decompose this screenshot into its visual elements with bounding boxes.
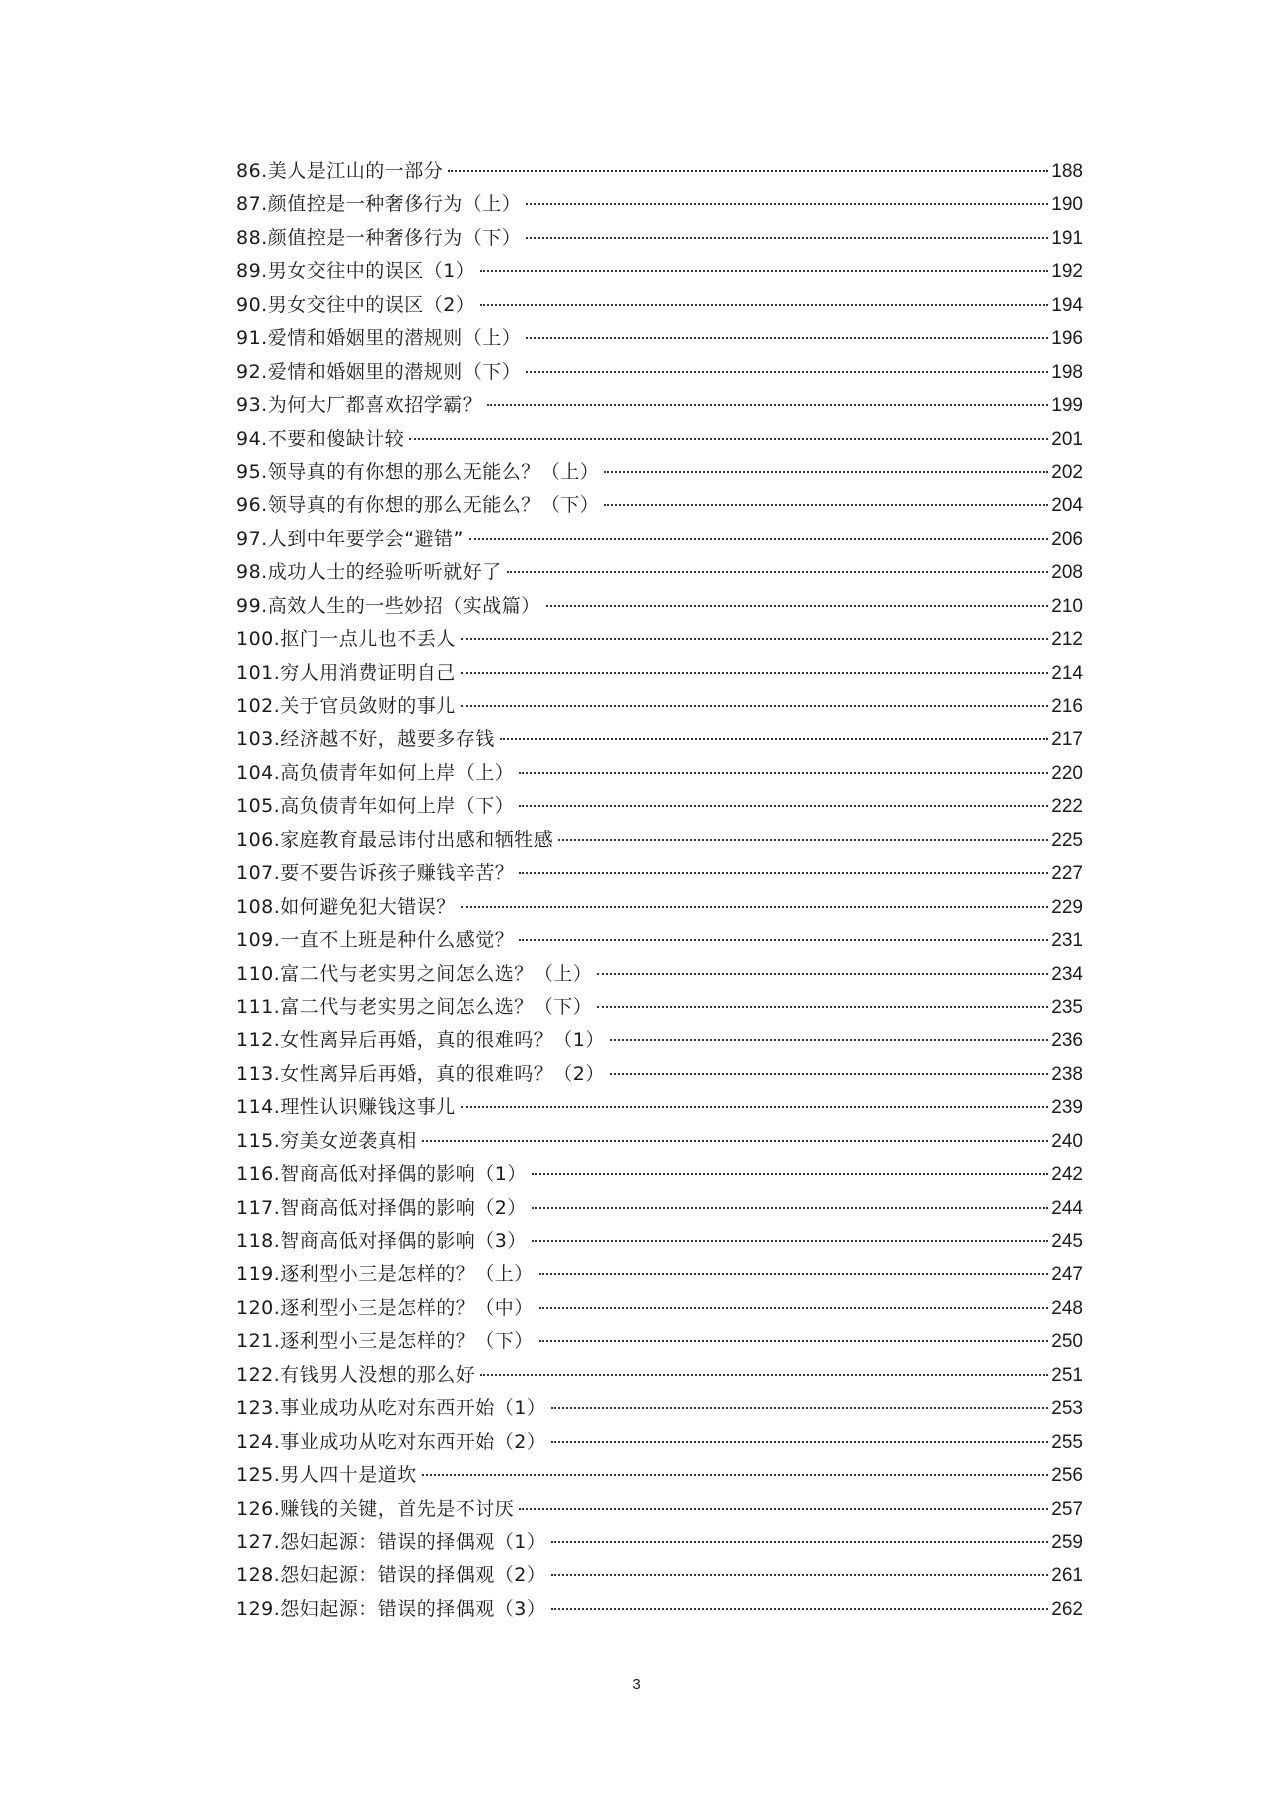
dot-leader (532, 1207, 1048, 1209)
toc-entry[interactable] (236, 389, 1083, 422)
dot-leader (532, 1240, 1048, 1242)
toc-entry[interactable] (236, 155, 1083, 188)
toc-entry-page-number: 198 (1051, 361, 1083, 383)
toc-entry-title: 96.领导真的有你想的那么无能么？（下） (236, 494, 600, 517)
toc-entry-page-number: 201 (1051, 428, 1083, 450)
dot-leader (519, 872, 1048, 874)
toc-entry-title: 113.女性离异后再婚，真的很难吗？（2） (236, 1062, 605, 1085)
toc-entry-title: 125.男人四十是道坎 (236, 1464, 417, 1487)
toc-entry-page-number: 202 (1051, 461, 1083, 483)
toc-entry[interactable] (236, 690, 1083, 723)
toc-entry-page-number: 255 (1051, 1431, 1083, 1453)
dot-leader (461, 1106, 1048, 1108)
toc-entry-page-number: 234 (1051, 963, 1083, 985)
toc-entry[interactable] (236, 790, 1083, 823)
toc-entry-title: 114.理性认识赚钱这事儿 (236, 1096, 456, 1119)
dot-leader (480, 270, 1048, 272)
toc-entry-page-number: 259 (1051, 1531, 1083, 1553)
dot-leader (597, 1006, 1048, 1008)
toc-entry[interactable] (236, 1392, 1083, 1425)
toc-entry[interactable] (236, 1593, 1083, 1626)
toc-entry-title: 122.有钱男人没想的那么好 (236, 1363, 476, 1386)
dot-leader (551, 1541, 1048, 1543)
toc-entry[interactable] (236, 356, 1083, 389)
dot-leader (539, 1340, 1048, 1342)
toc-entry[interactable] (236, 1158, 1083, 1191)
toc-entry-title: 91.爱情和婚姻里的潜规则（上） (236, 327, 522, 350)
table-of-contents (236, 155, 1083, 1626)
toc-entry-title: 129.怨妇起源：错误的择偶观（3） (236, 1597, 547, 1620)
toc-entry-page-number: 216 (1051, 696, 1083, 717)
toc-entry[interactable] (236, 188, 1083, 221)
toc-entry[interactable] (236, 1559, 1083, 1592)
toc-entry-title: 115.穷美女逆袭真相 (236, 1129, 417, 1152)
toc-entry-page-number: 208 (1051, 562, 1083, 584)
toc-entry[interactable] (236, 489, 1083, 522)
dot-leader (461, 638, 1048, 640)
toc-entry-title: 86.美人是江山的一部分 (236, 160, 444, 182)
toc-entry-page-number: 248 (1051, 1297, 1083, 1319)
toc-entry-page-number: 199 (1051, 395, 1083, 417)
toc-entry-page-number: 212 (1051, 629, 1083, 651)
toc-entry[interactable] (236, 824, 1083, 857)
toc-entry-page-number: 191 (1051, 227, 1083, 249)
dot-leader (507, 571, 1049, 573)
toc-entry-title: 108.如何避免犯大错误？ (236, 895, 456, 918)
toc-entry-title: 124.事业成功从吃对东西开始（2） (236, 1430, 547, 1453)
dot-leader (519, 805, 1048, 807)
toc-entry-title: 118.智商高低对择偶的影响（3） (236, 1230, 527, 1252)
toc-entry-page-number: 206 (1051, 528, 1083, 550)
dot-leader (539, 1273, 1048, 1275)
toc-entry[interactable] (236, 255, 1083, 288)
toc-entry-page-number: 222 (1051, 796, 1083, 818)
toc-entry-title: 94.不要和傻缺计较 (236, 427, 405, 450)
toc-entry[interactable] (236, 657, 1083, 690)
dot-leader (461, 705, 1048, 707)
toc-entry[interactable] (236, 1325, 1083, 1358)
dot-leader (487, 404, 1048, 406)
toc-entry-title: 111.富二代与老实男之间怎么选？（下） (236, 995, 593, 1018)
toc-entry[interactable] (236, 1225, 1083, 1258)
dot-leader (551, 1574, 1048, 1576)
dot-leader (551, 1407, 1048, 1409)
dot-leader (409, 438, 1048, 440)
toc-entry-page-number: 227 (1051, 863, 1083, 885)
toc-entry-title: 110.富二代与老实男之间怎么选？（上） (236, 962, 593, 985)
dot-leader (469, 538, 1048, 540)
toc-entry[interactable] (236, 757, 1083, 790)
dot-leader (519, 1508, 1048, 1510)
toc-entry[interactable] (236, 1058, 1083, 1091)
toc-entry-title: 89.男女交往中的误区（1） (236, 260, 476, 283)
toc-entry[interactable] (236, 723, 1083, 756)
toc-entry-title: 103.经济越不好，越要多存钱 (236, 728, 495, 751)
toc-entry-page-number: 225 (1051, 829, 1083, 851)
toc-entry[interactable] (236, 958, 1083, 991)
dot-leader (526, 371, 1048, 373)
toc-entry[interactable] (236, 556, 1083, 589)
dot-leader (448, 170, 1048, 172)
toc-entry[interactable] (236, 924, 1083, 957)
toc-entry-title: 104.高负债青年如何上岸（上） (236, 761, 515, 784)
toc-entry-title: 100.抠门一点儿也不丢人 (236, 628, 456, 651)
toc-entry[interactable] (236, 623, 1083, 656)
toc-entry-title: 99.高效人生的一些妙招（实战篇） (236, 594, 541, 617)
toc-entry-page-number: 250 (1051, 1331, 1083, 1353)
toc-entry-page-number: 235 (1051, 996, 1083, 1018)
dot-leader (604, 471, 1048, 473)
toc-entry-page-number: 194 (1051, 294, 1083, 316)
dot-leader (539, 1307, 1048, 1309)
toc-entry[interactable] (236, 1125, 1083, 1158)
toc-entry-title: 121.逐利型小三是怎样的？（下） (236, 1330, 534, 1353)
toc-entry-title: 127.怨妇起源：错误的择偶观（1） (236, 1530, 547, 1553)
toc-entry[interactable] (236, 1091, 1083, 1124)
toc-entry[interactable] (236, 423, 1083, 456)
toc-entry-title: 87.颜值控是一种奢侈行为（上） (236, 193, 522, 216)
dot-leader (551, 1441, 1048, 1443)
toc-entry-page-number: 231 (1051, 930, 1083, 952)
dot-leader (519, 939, 1048, 941)
toc-entry[interactable] (236, 322, 1083, 355)
dot-leader (519, 772, 1048, 774)
dot-leader (610, 1073, 1048, 1075)
toc-entry-page-number: 229 (1051, 896, 1083, 918)
toc-entry-page-number: 261 (1051, 1565, 1083, 1587)
toc-entry-page-number: 196 (1051, 328, 1083, 350)
toc-entry[interactable] (236, 991, 1083, 1024)
toc-entry-page-number: 220 (1051, 762, 1083, 784)
dot-leader (500, 738, 1048, 740)
toc-entry-title: 102.关于官员敛财的事儿 (236, 695, 456, 717)
toc-entry-title: 97.人到中年要学会“避错” (236, 527, 464, 550)
dot-leader (558, 839, 1048, 841)
toc-entry-title: 126.赚钱的关键，首先是不讨厌 (236, 1497, 515, 1520)
toc-entry-page-number: 242 (1051, 1164, 1083, 1186)
dot-leader (422, 1474, 1048, 1476)
toc-entry-title: 128.怨妇起源：错误的择偶观（2） (236, 1564, 547, 1587)
toc-entry[interactable] (236, 1192, 1083, 1225)
toc-entry-title: 92.爱情和婚姻里的潜规则（下） (236, 360, 522, 383)
toc-entry-page-number: 192 (1051, 261, 1083, 283)
toc-entry-page-number: 238 (1051, 1063, 1083, 1085)
dot-leader (480, 1374, 1048, 1376)
toc-entry[interactable] (236, 891, 1083, 924)
dot-leader (526, 237, 1048, 239)
toc-entry-page-number: 214 (1051, 662, 1083, 684)
toc-entry[interactable] (236, 1426, 1083, 1459)
toc-entry-title: 93.为何大厂都喜欢招学霸？ (236, 394, 483, 417)
toc-entry-page-number: 236 (1051, 1030, 1083, 1052)
dot-leader (526, 337, 1048, 339)
dot-leader (604, 504, 1048, 506)
toc-entry-title: 120.逐利型小三是怎样的？（中） (236, 1296, 534, 1319)
toc-entry-title: 105.高负债青年如何上岸（下） (236, 795, 515, 818)
toc-entry-page-number: 190 (1051, 194, 1083, 216)
toc-entry-title: 109.一直不上班是种什么感觉？ (236, 929, 515, 952)
dot-leader (597, 973, 1048, 975)
toc-entry[interactable] (236, 1526, 1083, 1559)
toc-entry-title: 98.成功人士的经验听听就好了 (236, 561, 502, 584)
toc-entry-title: 117.智商高低对择偶的影响（2） (236, 1196, 527, 1219)
toc-entry-title: 95.领导真的有你想的那么无能么？（上） (236, 460, 600, 483)
dot-leader (546, 605, 1049, 607)
toc-entry-page-number: 245 (1051, 1231, 1083, 1252)
toc-entry-title: 90.男女交往中的误区（2） (236, 293, 476, 316)
toc-entry-page-number: 262 (1051, 1598, 1083, 1620)
dot-leader (422, 1140, 1048, 1142)
toc-entry-page-number: 251 (1051, 1364, 1083, 1386)
toc-entry-title: 112.女性离异后再婚，真的很难吗？（1） (236, 1029, 605, 1052)
toc-entry-page-number: 188 (1051, 161, 1083, 182)
page-number: 3 (632, 1676, 641, 1693)
toc-entry[interactable] (236, 1258, 1083, 1291)
toc-entry[interactable] (236, 590, 1083, 623)
toc-entry-page-number: 210 (1051, 595, 1083, 617)
toc-entry-page-number: 244 (1051, 1197, 1083, 1219)
toc-entry-title: 123.事业成功从吃对东西开始（1） (236, 1397, 547, 1420)
toc-entry-page-number: 257 (1051, 1498, 1083, 1520)
toc-entry-page-number: 240 (1051, 1130, 1083, 1152)
toc-entry[interactable] (236, 1493, 1083, 1526)
dot-leader (610, 1039, 1048, 1041)
toc-entry[interactable] (236, 289, 1083, 322)
toc-entry-title: 116.智商高低对择偶的影响（1） (236, 1163, 527, 1186)
toc-entry-page-number: 204 (1051, 495, 1083, 517)
toc-entry-page-number: 239 (1051, 1097, 1083, 1119)
toc-entry-page-number: 217 (1051, 729, 1083, 751)
toc-entry[interactable] (236, 523, 1083, 556)
toc-entry[interactable] (236, 1024, 1083, 1057)
dot-leader (461, 906, 1048, 908)
toc-entry-title: 88.颜值控是一种奢侈行为（下） (236, 226, 522, 249)
dot-leader (532, 1173, 1048, 1175)
toc-entry[interactable] (236, 222, 1083, 255)
toc-entry-title: 107.要不要告诉孩子赚钱辛苦？ (236, 862, 515, 885)
toc-entry[interactable] (236, 1359, 1083, 1392)
toc-entry-page-number: 253 (1051, 1398, 1083, 1420)
dot-leader (551, 1608, 1048, 1610)
toc-entry-title: 119.逐利型小三是怎样的？（上） (236, 1263, 534, 1286)
toc-entry[interactable] (236, 1292, 1083, 1325)
toc-entry-page-number: 256 (1051, 1465, 1083, 1487)
dot-leader (461, 672, 1048, 674)
toc-entry-title: 106.家庭教育最忌讳付出感和牺牲感 (236, 828, 554, 851)
toc-entry[interactable] (236, 857, 1083, 890)
dot-leader (480, 304, 1048, 306)
toc-entry[interactable] (236, 1459, 1083, 1492)
toc-entry-page-number: 247 (1051, 1264, 1083, 1286)
dot-leader (526, 203, 1048, 205)
toc-entry[interactable] (236, 456, 1083, 489)
toc-entry-title: 101.穷人用消费证明自己 (236, 661, 456, 684)
